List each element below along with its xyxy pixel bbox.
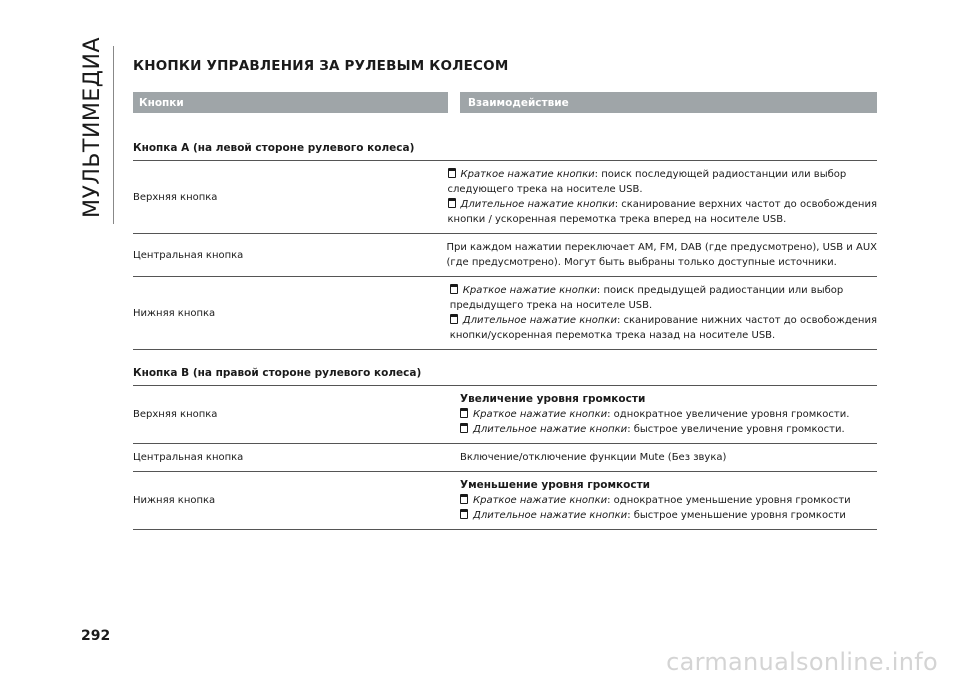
interaction-line — [460, 392, 877, 407]
side-section-title-text: МУЛЬТИМЕДИА — [80, 37, 105, 218]
interaction-line — [460, 450, 877, 465]
action-heading: Увеличение уровня громкости — [460, 393, 646, 405]
interaction-cell — [454, 472, 877, 529]
interaction-text: кнопки/ускоренная перемотка трека назад на носителе USB. — [449, 330, 776, 341]
interaction-line — [450, 298, 877, 313]
watermark: carmanualsonline.info — [666, 648, 938, 676]
interaction-line — [446, 240, 877, 255]
table-row — [133, 444, 877, 472]
interaction-text: : сканирование нижних частот до освобождения — [616, 315, 877, 326]
controls-table — [133, 92, 877, 530]
page-number: 292 — [81, 628, 111, 644]
interaction-line — [448, 182, 877, 197]
press-mode: Краткое нажатие кнопки — [462, 285, 597, 296]
page-heading: КНОПКИ УПРАВЛЕНИЯ ЗА РУЛЕВЫМ КОЛЕСОМ — [133, 58, 509, 74]
press-mode: Краткое нажатие кнопки — [473, 409, 608, 420]
interaction-line — [460, 422, 877, 437]
interaction-text: : поиск последующей радиостанции или выбор — [594, 169, 847, 180]
steering-button-icon — [460, 494, 468, 504]
interaction-text: : быстрое уменьшение уровня громкости — [627, 510, 846, 521]
steering-button-icon — [450, 314, 458, 324]
interaction-line — [446, 255, 877, 270]
interaction-text: : поиск предыдущей радиостанции или выбор — [596, 285, 844, 296]
header-interaction: Взаимодействие — [468, 96, 569, 109]
interaction-line — [460, 508, 877, 523]
button-name: Нижняя кнопка — [133, 307, 216, 319]
interaction-text: : однократное увеличение уровня громкости. — [607, 409, 850, 420]
button-name: Нижняя кнопка — [133, 495, 216, 506]
interaction-cell — [442, 161, 877, 233]
table-row — [133, 472, 877, 530]
side-divider — [113, 46, 114, 224]
interaction-text: : однократное уменьшение уровня громкости — [607, 495, 851, 506]
interaction-cell — [454, 386, 877, 443]
interaction-text: : сканирование верхних частот до освобождения — [614, 199, 877, 210]
table-body — [133, 113, 877, 530]
steering-button-icon — [460, 423, 468, 433]
interaction-cell — [444, 277, 877, 349]
button-name: Центральная кнопка — [133, 249, 244, 261]
button-name: Верхняя кнопка — [133, 191, 218, 203]
interaction-text: (где предусмотрено). Могут быть выбраны только доступные источники. — [446, 257, 837, 268]
interaction-line — [448, 212, 877, 227]
table-row — [133, 277, 877, 350]
interaction-text: следующего трека на носителе USB. — [447, 184, 643, 195]
interaction-text: кнопки / ускоренная перемотка трека вперед на носителе USB. — [447, 214, 787, 225]
press-mode: Краткое нажатие кнопки — [460, 169, 595, 180]
press-mode: Длительное нажатие кнопки — [462, 315, 617, 326]
steering-button-icon — [460, 408, 468, 418]
interaction-line — [460, 407, 877, 422]
section-title: Кнопка A (на левой стороне рулевого колеса) — [133, 113, 877, 161]
steering-button-icon — [448, 168, 456, 178]
button-name: Верхняя кнопка — [133, 409, 218, 420]
interaction-text: Включение/отключение функции Mute (Без звука) — [460, 452, 727, 463]
press-mode: Краткое нажатие кнопки — [473, 495, 608, 506]
interaction-line — [450, 328, 877, 343]
press-mode: Длительное нажатие кнопки — [473, 510, 628, 521]
table-header — [133, 92, 877, 113]
table-row — [133, 386, 877, 444]
table-row — [133, 234, 877, 277]
interaction-line — [450, 313, 877, 328]
interaction-line — [448, 197, 877, 212]
interaction-text: предыдущего трека на носителе USB. — [449, 300, 653, 311]
press-mode: Длительное нажатие кнопки — [473, 424, 628, 435]
interaction-text: : быстрое увеличение уровня громкости. — [627, 424, 845, 435]
interaction-line — [460, 493, 877, 508]
section-title: Кнопка B (на правой стороне рулевого колеса) — [133, 350, 877, 386]
header-buttons: Кнопки — [139, 96, 184, 109]
button-name: Центральная кнопка — [133, 452, 244, 463]
interaction-line — [448, 167, 877, 182]
side-section-title — [80, 37, 110, 218]
interaction-line — [460, 478, 877, 493]
steering-button-icon — [448, 198, 456, 208]
interaction-line — [450, 283, 877, 298]
interaction-cell — [440, 234, 877, 276]
press-mode: Длительное нажатие кнопки — [460, 199, 615, 210]
interaction-cell — [454, 444, 877, 471]
steering-button-icon — [450, 284, 458, 294]
action-heading: Уменьшение уровня громкости — [460, 479, 651, 491]
steering-button-icon — [460, 509, 468, 519]
table-row — [133, 161, 877, 234]
interaction-text: При каждом нажатии переключает AM, FM, DAB (где предусмотрено), USB и AUX — [446, 242, 877, 253]
